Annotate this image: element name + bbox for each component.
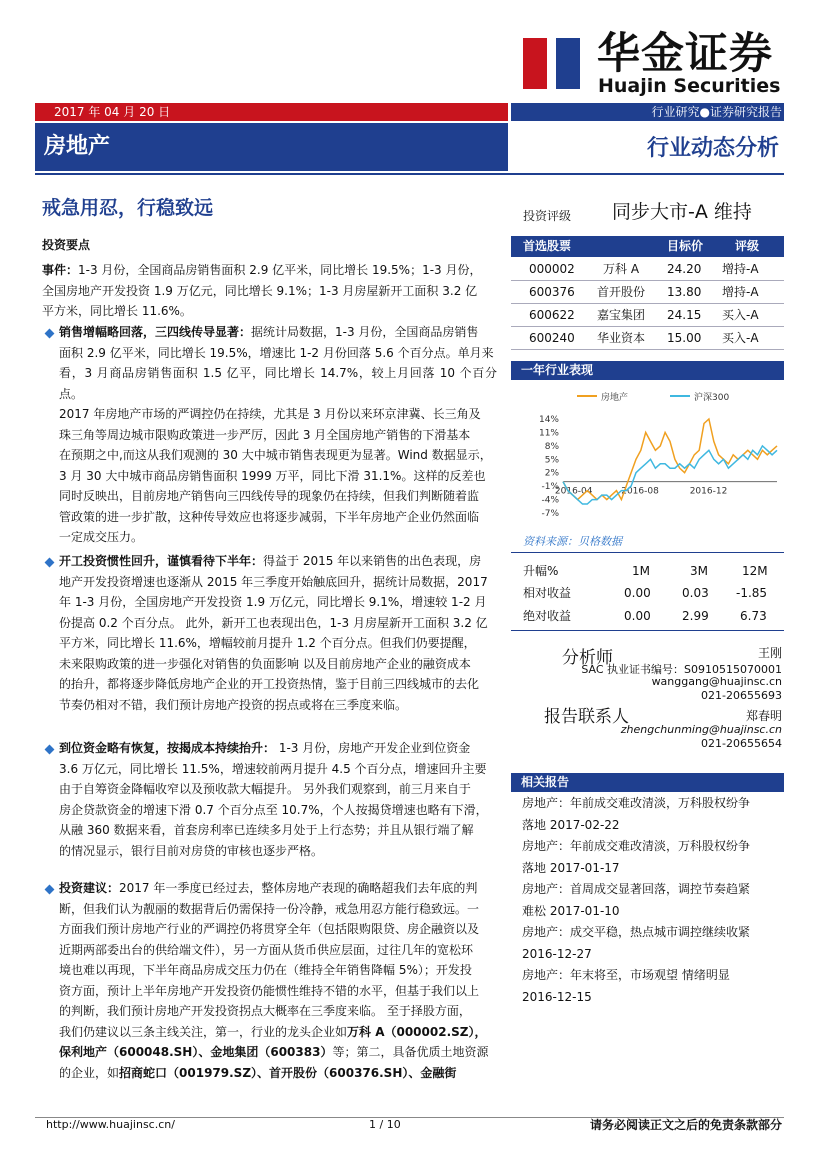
header-divider: [35, 173, 784, 175]
analyst-cert: SAC 执业证书编号：S0910515070001: [581, 663, 782, 676]
text-line: 份提高 0.2 个百分点。 此外，新开工也表现出色，1-3 月房屋新开工面积 3.2 亿: [59, 615, 488, 630]
event-line: 全国房地产开发投资 1.9 万亿元，同比增长 9.1%；1-3 月房屋新开工面积 3.2 亿: [42, 283, 478, 298]
contact-name: 郑春明: [745, 709, 782, 723]
stock-table-header: [511, 236, 784, 257]
col-header: 首选股票: [523, 239, 572, 253]
contact-email[interactable]: zhengchunming@huajinsc.cn: [620, 723, 782, 736]
bullet-sales: [59, 322, 497, 548]
related-report-link[interactable]: [522, 879, 777, 922]
text-line: 一定成交压力。: [59, 530, 144, 544]
event-line: 平方米，同比增长 11.6%。: [42, 304, 192, 318]
text-line: 据统计局数据，1-3 月份，全国商品房销售: [251, 325, 479, 339]
bullet-recommendation: [59, 878, 497, 1083]
text-line: 的判断，我们预计房地产开发投资拐点大概率在三季度来临。 至于择股方面，: [59, 1004, 471, 1018]
text-line: 资方面，预计上半年房地产开发投资仍能惯性维持不错的水平，但基于我们以上: [59, 983, 480, 998]
bullet-investment: [59, 551, 497, 715]
brand-name-cn: 华金证券: [597, 29, 773, 79]
related-report-link[interactable]: [522, 922, 777, 965]
related-report-title: 房地产：成交平稳，热点城市调控继续收紧: [522, 925, 751, 939]
text-line: 2017 年一季度已经过去，整体房地产表现的确略超我们去年底的判: [119, 881, 478, 895]
analysis-type: 行业动态分析: [646, 136, 779, 161]
perf-value: 0.00: [624, 609, 651, 623]
text-line: 未来限购政策的进一步强化对销售的负面影响 以及目前房地产企业的融资成本: [59, 656, 471, 671]
related-report-date: 难松 2017-01-10: [522, 903, 620, 918]
y-tick-label: 2%: [544, 468, 559, 479]
event-paragraph: [42, 260, 497, 322]
stock-name: 华业资本: [597, 331, 646, 345]
page-title: 戒急用忍，行稳致远: [42, 197, 214, 219]
x-tick-label: 2016-12: [689, 486, 728, 497]
text-line: 1-3 月份，房地产开发企业到位资金: [275, 741, 471, 755]
report-date: 2017 年 04 月 20 日: [54, 105, 171, 119]
event-line: 1-3 月份，全国商品房销售面积 2.9 亿平米，同比增长 19.5%；1-3 月份，: [78, 263, 482, 277]
text-line: 管政策的进一步扩散，这种传导效应也将逐步减弱，下半年房地产企业仍然面临: [59, 509, 480, 524]
y-tick-label: -7%: [541, 509, 559, 519]
perf-section-header: [511, 361, 784, 380]
contact-title: 报告联系人: [544, 707, 629, 727]
industry-performance-chart: [515, 383, 780, 528]
perf-header: 12M: [742, 564, 768, 578]
related-title: 相关报告: [521, 775, 570, 789]
event-label: 事件：: [42, 263, 79, 277]
perf-value: -1.85: [736, 586, 768, 600]
stock-rating: 增持-A: [722, 262, 759, 276]
text-line: 近期两部委出台的供给端文件），另一方面从货币供应层面，过往几年的宽松环: [59, 942, 474, 957]
text-line: 3.6 万亿元，同比增长 11.5%，增速较前两月提升 4.5 个百分点，增速回升主要: [59, 761, 487, 776]
text-line: 得益于 2015 年以来销售的出色表现，房: [263, 554, 482, 568]
text-line: 2017 年房地产市场的严调控仍在持续，尤其是 3 月份以来环京津冀、长三角及: [59, 407, 481, 421]
stock-name: 首开股份: [597, 285, 646, 299]
bullet-diamond-icon: [45, 745, 55, 755]
perf-header: 升幅%: [523, 564, 559, 578]
text-line: 在预期之中,而这从我们观测的 30 大中城市销售表现更为显著。Wind 数据显示，: [59, 448, 492, 462]
y-tick-label: 11%: [538, 428, 559, 439]
stock-mention: 招商蛇口（001979.SZ）、首开股份（600376.SH）、金融街: [119, 1065, 457, 1080]
related-report-link[interactable]: [522, 793, 777, 836]
text-line: 的抬升，都将逐步降低房地产企业的开工投资热情，鉴于目前三四线城市的去化: [59, 677, 480, 691]
target-price: 24.20: [667, 262, 702, 276]
related-report-title: 房地产：首周成交显著回落，调控节奏趋紧: [522, 882, 751, 896]
stock-rating: 买入-A: [722, 331, 759, 345]
stock-rating: 增持-A: [722, 285, 759, 299]
text-line: 断，但我们认为靓丽的数据背后仍需保持一份冷静，戒急用忍方能行稳致远。一: [59, 901, 480, 916]
stock-code: 600376: [529, 285, 575, 299]
analyst-phone: 021-20655693: [701, 689, 782, 702]
stock-mention: 保利地产（600048.SH）、金地集团（600383）: [59, 1045, 333, 1059]
perf-row-label: 绝对收益: [523, 609, 572, 623]
footer-disclaimer: 请务必阅读正文之后的免责条款部分: [589, 1118, 782, 1132]
analyst-title: 分析师: [562, 648, 613, 668]
stock-code: 000002: [529, 262, 575, 276]
y-tick-label: 8%: [544, 441, 559, 452]
table-row: [511, 304, 784, 327]
perf-table-rule: [511, 552, 784, 553]
stock-code: 600622: [529, 308, 575, 322]
related-report-title: 房地产：年前成交难改清淡，万科股权纷争: [522, 796, 751, 810]
related-report-link[interactable]: [522, 965, 777, 1008]
target-price: 15.00: [667, 331, 702, 345]
related-report-date: 2016-12-27: [522, 946, 592, 961]
text-line: 境也难以再现，下半年商品房成交压力仍在（维持全年销售降幅 5%）；开发投: [59, 963, 472, 977]
text-line: 年 1-3 月份，全国房地产开发投资 1.9 万亿元，同比增长 9.1%，增速较 1-2 月: [59, 595, 487, 609]
text-line: 的企业，如: [59, 1065, 120, 1080]
sector-title: 房地产: [44, 134, 111, 159]
contact-phone: 021-20655654: [701, 737, 782, 750]
brand-name-en: Huajin Securities: [598, 75, 781, 97]
y-tick-label: -1%: [541, 482, 559, 493]
chart-source: 资料来源：贝格数据: [523, 535, 622, 548]
col-header: 评级: [735, 239, 760, 253]
perf-value: 2.99: [682, 609, 709, 623]
related-report-title: 房地产：年末将至，市场观望 情绪明显: [522, 968, 730, 982]
text-line: 方面我们预计房地产行业的严调控仍将贯穿全年（包括限购限贷、房企融资以及: [59, 922, 480, 936]
perf-table-rule: [511, 630, 784, 631]
related-report-title: 房地产：年前成交难改清淡，万科股权纷争: [522, 839, 751, 853]
text-line: 我们仍建议以三条主线关注，第一，行业的龙头企业如: [59, 1024, 348, 1039]
table-row: [511, 281, 784, 304]
report-type: 行业研究●证券研究报告: [651, 105, 782, 119]
y-tick-label: 14%: [538, 415, 559, 425]
text-line: 平方米，同比增长 11.6%，增幅较前月提升 1.2 个百分点。但我们仍要提醒，: [59, 636, 476, 650]
stock-rating: 买入-A: [722, 308, 759, 322]
related-report-link[interactable]: [522, 836, 777, 879]
table-row: [511, 258, 784, 281]
text-line: 珠三角等周边城市限购政策进一步严厉，因此 3 月全国房地产销售的下滑基本: [59, 427, 471, 442]
text-line: 从融 360 数据来看，首套房利率已连续多月处于上行态势；并且从银行端了解: [59, 823, 474, 837]
target-price: 13.80: [667, 285, 702, 299]
table-row: [511, 327, 784, 350]
text-line: 3 月 30 大中城市商品房销售面积 1999 万平，同比下滑 31.1%。这样的反差也: [59, 468, 486, 483]
bullet-diamond-icon: [45, 885, 55, 895]
related-header: [511, 773, 784, 792]
bullet-funding: [59, 738, 497, 861]
stock-mention: 万科 A（000002.SZ），: [347, 1024, 487, 1039]
perf-value: 0.03: [682, 586, 709, 600]
text-line: 房企贷款资金的增速下滑 0.7 个百分点至 10.7%，个人按揭贷增速也略有下滑，: [59, 802, 488, 817]
bullet-funding-title: 到位资金略有恢复，按揭成本持续抬升：: [59, 741, 276, 755]
text-line: 面积 2.9 亿平米，同比增长 19.5%，增速比 1-2 月份回落 5.6 个百分点。单月来: [59, 345, 494, 360]
bullet-recommendation-title: 投资建议：: [59, 881, 120, 895]
analyst-name: 王刚: [757, 646, 782, 660]
perf-row-label: 相对收益: [523, 586, 572, 600]
bullet-sales-title: 销售增幅略回落，三四线传导显著：: [59, 325, 252, 339]
related-report-date: 落地 2017-01-17: [522, 860, 620, 875]
huajin-logo-icon: [523, 34, 580, 93]
rating-value: 同步大市-A 维持: [612, 201, 752, 223]
perf-header: 3M: [690, 564, 708, 578]
rating-label: 投资评级: [523, 209, 572, 223]
x-tick-label: 2016-08: [621, 486, 659, 497]
text-line: 同时反映出，目前房地产销售向三四线传导的现象仍在持续，但我们判断随着监: [59, 489, 480, 503]
legend-label: 房地产: [601, 393, 629, 403]
bullet-diamond-icon: [45, 329, 55, 339]
text-line: 由于自筹资金降幅收窄以及预收款大幅提升。 另外我们观察到，前三月来自于: [59, 782, 471, 796]
footer-url-link[interactable]: http://www.huajinsc.cn/: [46, 1118, 175, 1131]
series-line-1: [563, 419, 777, 500]
text-line: 的情况显示，银行目前对房贷的审核也逐步严格。: [59, 843, 324, 858]
text-line: 地产开发投资增速也逐渐从 2015 年三季度开始触底回升，据统计局数据，2017: [59, 574, 488, 589]
related-report-date: 落地 2017-02-22: [522, 817, 620, 832]
related-report-date: 2016-12-15: [522, 989, 592, 1004]
col-header: 目标价: [667, 239, 704, 253]
perf-value: 6.73: [740, 609, 767, 623]
text-line: 看，3 月商品房销售面积 1.5 亿平，同比增长 14.7%，较上月回落 10 个百分点。: [59, 366, 497, 401]
stock-name: 嘉宝集团: [597, 308, 646, 322]
invest-points-heading: 投资要点: [42, 238, 91, 252]
text-line: 等；第二，具备优质土地资源: [332, 1045, 489, 1059]
page-number: 1 / 10: [369, 1118, 401, 1131]
text-line: 节奏仍相对不错，我们预计房地产投资的拐点或将在三季度来临。: [59, 697, 408, 712]
y-tick-label: -4%: [541, 495, 559, 506]
stock-code: 600240: [529, 331, 575, 345]
perf-header: 1M: [632, 564, 650, 578]
stock-name: 万科 A: [603, 262, 640, 276]
perf-value: 0.00: [624, 586, 651, 600]
y-tick-label: 5%: [544, 455, 559, 466]
bullet-diamond-icon: [45, 558, 55, 568]
perf-section-title: 一年行业表现: [521, 363, 594, 377]
legend-label: 沪深300: [694, 393, 730, 403]
analyst-email[interactable]: wanggang@huajinsc.cn: [651, 675, 782, 688]
x-tick-label: 2016-04: [554, 486, 593, 497]
series-line-2: [563, 446, 777, 504]
bullet-investment-title: 开工投资惯性回升，谨慎看待下半年：: [59, 554, 264, 568]
target-price: 24.15: [667, 308, 702, 322]
